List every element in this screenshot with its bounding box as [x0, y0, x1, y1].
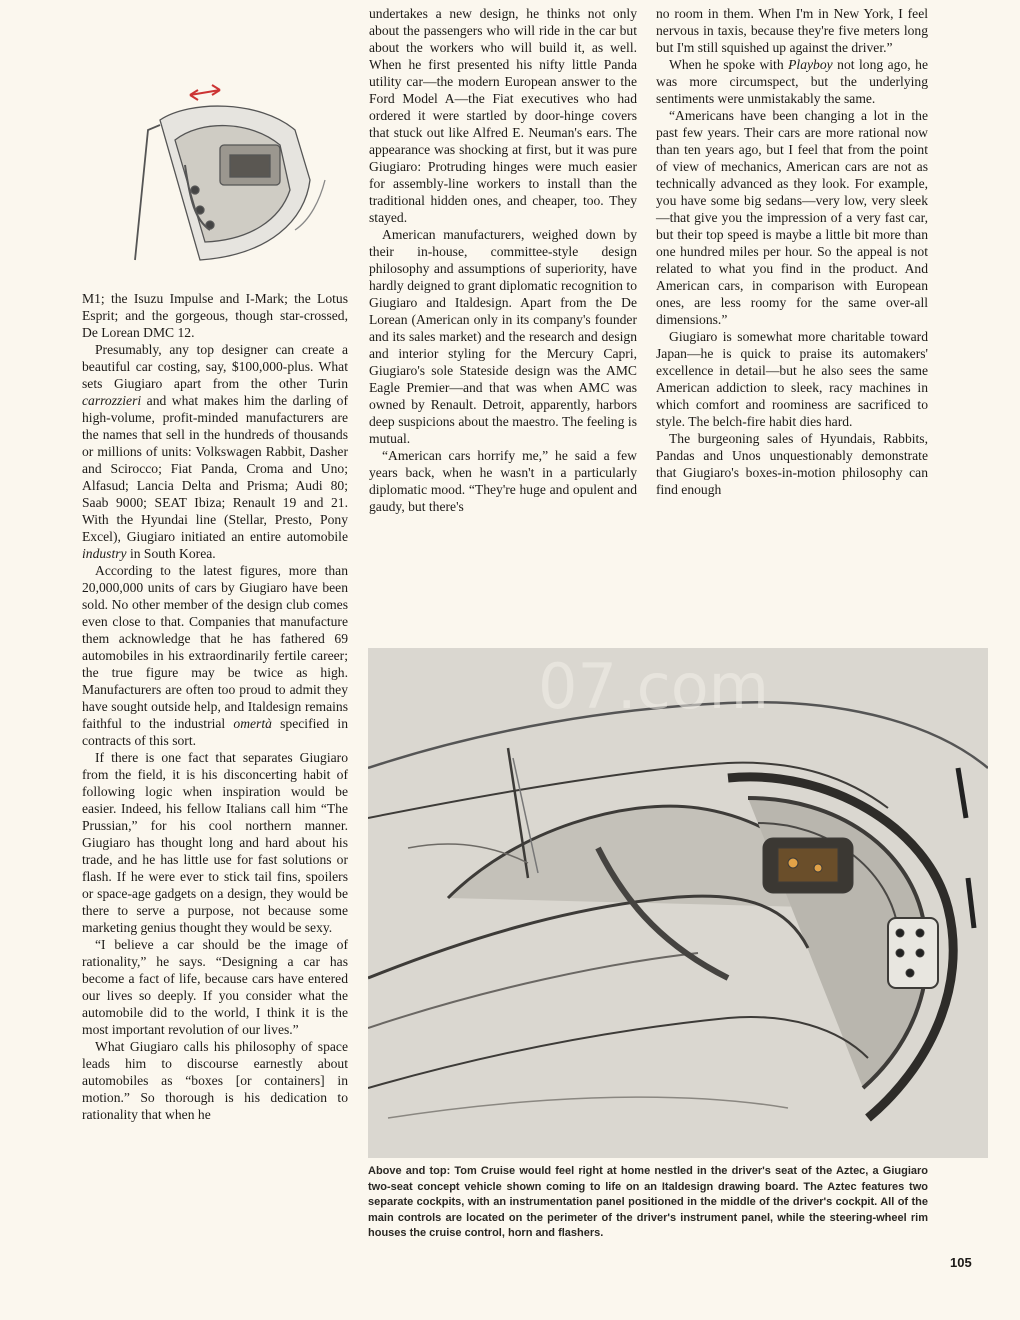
paragraph: “I believe a car should be the image of rationality,” he says. “Designing a car has become a fact of life, because cars have entered our lives so deeply. If you consider what the automobile did to the world, I think it is the most important revolution of our lives.” — [82, 937, 348, 1037]
article-column-1 — [82, 290, 348, 1123]
page-number: 105 — [950, 1255, 972, 1270]
article-column-3 — [656, 5, 928, 498]
cockpit-sketch-large — [368, 648, 988, 1158]
paragraph: If there is one fact that separates Giugiaro from the field, it is his disconcerting habit of following logic when inspiration would be easier. Indeed, his fellow Italians call him “The Prussian,” for his cool northern manner. Giugiaro has thought long and hard about his trade, and he has little use for fast solutions or flash. If he were ever to stick tail fins, spoilers or space-age gadgets on a design, they would be there to serve a purpose, not because some marketing genius thought they would be sexy. — [82, 750, 348, 935]
paragraph: What Giugiaro calls his philosophy of space leads him to discourse earnestly about automobiles as “boxes [or containers] in motion.” So thorough is his dedication to rationality that when he — [82, 1039, 348, 1122]
article-column-2 — [369, 5, 637, 515]
figure-caption: Above and top: Tom Cruise would feel right at home nestled in the driver's seat of the Aztec, a Giugiaro two-seat concept vehicle shown coming to life on an Italdesign drawing board. The Aztec features two separate cockpits, with an instrumentation panel positioned in the middle of the driver's cockpit. All of the main controls are located on the perimeter of the driver's instrument panel, while the steering-wheel rim houses the cruise control, horn and flashers. — [368, 1165, 928, 1239]
dashboard-sketch-small — [120, 70, 335, 270]
paragraph: no room in them. When I'm in New York, I feel nervous in taxis, because they're five meters long but I'm still squished up against the driver.” — [656, 6, 928, 55]
paragraph: “Americans have been changing a lot in the past few years. Their cars are more rational now than ten years ago, but I feel that from the point of view of mechanics, American cars are not as technically advanced as they look. For example, you have some big sedans—very low, very sleek—that give you the impression of a very fast car, but their top speed is maybe a little bit more than one hundred miles per hour. So the appeal is not related to what you find in the product. And American cars, in comparison with European ones, are less roomy for the same over-all dimensions.” — [656, 108, 928, 327]
paragraph: Presumably, any top designer can create a beautiful car costing, say, $100,000-plus. What sets Giugiaro apart from the other Turin carrozzieri and what makes him the darling of high-volume, profit-minded manufacturers are the names that sell in the hundreds of thousands or millions of units: Volkswagen Rabbit, Dasher and Scirocco; Fiat Panda, Croma and Uno; Alfasud; Lancia Delta and Prisma; Audi 80; Saab 9000; SEAT Ibiza; Renault 19 and 21. With the Hyundai line (Stellar, Presto, Pony Excel), Giugiaro initiated an entire automobile industry in South Korea. — [82, 342, 348, 561]
paragraph: American manufacturers, weighed down by their in-house, committee-style design philosophy and assumptions of superiority, have hardly deigned to grant diplomatic recognition to Giugiaro and Italdesign. Apart from the De Lorean (American only in its company's founder and its sales market) and the research and design and interior styling for the Mercury Capri, Giugiaro's sole Stateside design was the AMC Eagle Premier—and that was when AMC was owned by Renault. Detroit, apparently, harbors deep suspicions about the maestro. The feeling is mutual. — [369, 227, 637, 446]
paragraph: The burgeoning sales of Hyundais, Rabbits, Pandas and Unos unquestionably demonstrate that Giugiaro's boxes-in-motion philosophy can find enough — [656, 431, 928, 497]
paragraph: Giugiaro is somewhat more charitable toward Japan—he is quick to praise its automakers' excellence in detail—but he also sees the same American addiction to sleek, racy machines in which comfort and roominess are sacrificed to style. The belch-fire habit dies hard. — [656, 329, 928, 429]
paragraph: According to the latest figures, more than 20,000,000 units of cars by Giugiaro have been sold. No other member of the design club comes even close to that. Companies that manufacture them acknowledge that he has fathered 69 automobiles in his extraordinarily fertile career; the true figure may be twice as high. Manufacturers are often too proud to admit they have sought outside help, and Italdesign remains faithful to the industrial omertà specified in contracts of this sort. — [82, 563, 348, 748]
paragraph: undertakes a new design, he thinks not only about the passengers who will ride in the car but about the workers who will build it, as well. When he first presented his nifty little Panda utility car—the modern European answer to the Ford Model A—the Fiat executives who had ordered it were startled by door-hinge covers that stuck out like Alfred E. Neuman's ears. The appearance was shocking at first, but it was pure Giugiaro: Protruding hinges were much easier for assembly-line workers to install than the traditional hidden ones, and cheaper, too. They stayed. — [369, 6, 637, 225]
paragraph: M1; the Isuzu Impulse and I-Mark; the Lotus Esprit; and the gorgeous, though star-crossed, De Lorean DMC 12. — [82, 291, 348, 340]
paragraph: When he spoke with Playboy not long ago, he was more circumspect, but the underlying sentiments were unmistakably the same. — [656, 57, 928, 106]
paragraph: “American cars horrify me,” he said a few years back, when he wasn't in a particularly diplomatic mood. “They're huge and opulent and gaudy, but there's — [369, 448, 637, 514]
watermark-text: 07.com — [538, 650, 770, 723]
